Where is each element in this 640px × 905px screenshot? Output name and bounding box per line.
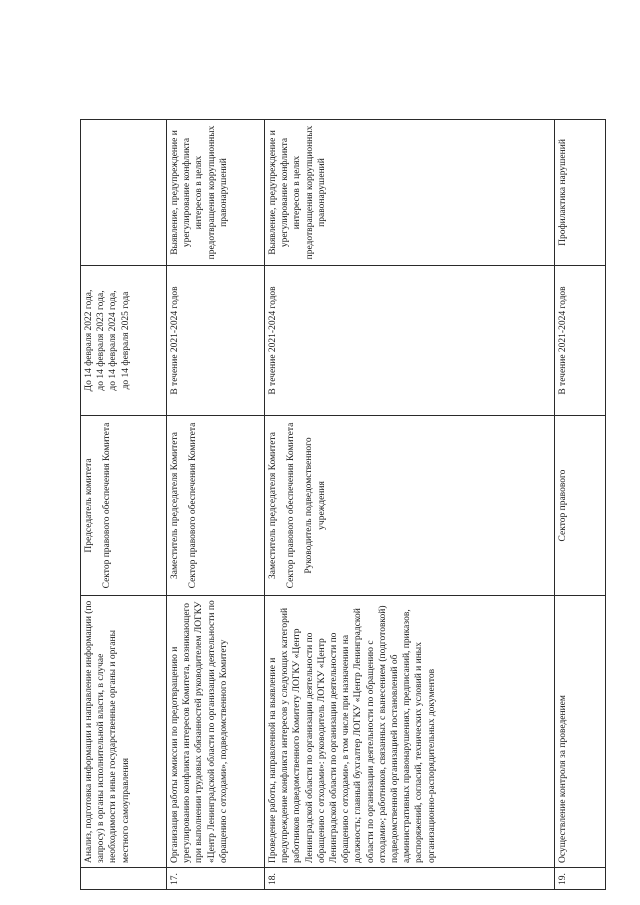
- row-number: 19.: [555, 868, 606, 890]
- result-text: Выявление, предупреждение и урегулирование конфликта интересов в целях предотвращения коррупционных правонарушений: [268, 125, 327, 260]
- responsible-line: Заместитель председателя Комитета: [170, 432, 180, 579]
- action-cell: [555, 596, 606, 868]
- action-text: Осуществление контроля за проведением: [558, 695, 568, 863]
- term-line: до 14 февраля 2025 года: [120, 291, 131, 390]
- rotated-table-wrapper: [80, 120, 605, 890]
- action-cell: [167, 596, 265, 868]
- row-number: 17.: [167, 868, 265, 890]
- term-line: До 14 февраля 2022 года,: [84, 289, 94, 392]
- action-text: Анализ, подготовка информации и направление информации (по запросу) в органы исполнительной власти, в случае необходимости в иные государственные органы и органы местного самоуправления: [84, 600, 131, 863]
- result-cell: [167, 120, 265, 266]
- term-cell: [265, 266, 555, 416]
- table-row: [167, 120, 265, 890]
- term-line: до 14 февраля 2024 года,: [108, 290, 119, 391]
- row-number: [81, 868, 167, 890]
- term-cell: [81, 266, 167, 416]
- result-cell: [81, 120, 167, 266]
- term-line: В течение 2021-2024 годов: [558, 286, 568, 395]
- result-text: Выявление, предупреждение и урегулирование конфликта интересов в целях предотвращения коррупционных правонарушений: [170, 125, 229, 260]
- term-cell: [167, 266, 265, 416]
- result-text: Профилактика нарушений: [558, 139, 568, 246]
- action-text: Организация работы комиссии по предотвращению и урегулированию конфликта интересов Комитета, возникающего при выполнении трудовых обязанностей руководителем ЛОГКУ «Центр Ленинградской области по организации деятельности по обращению с отходами», подведомственного Комитету: [170, 600, 229, 863]
- responsible-line: Сектор правового: [558, 469, 568, 542]
- table-row: [555, 120, 606, 890]
- row-number: 18.: [265, 868, 555, 890]
- action-text: Проведение работы, направленной на выявление и предупреждение конфликта интересов у следующих категорий работников подведомственного Комитету ЛОГКУ «Центр Ленинградской области по организации деятельности по обращению с отходами»: руководитель ЛОГКУ «Центр Ленинградской области по организации деятельности по обращению с отходами», в том числе при назначении на должность; главный бухгалтер ЛОГКУ «Центр Ленинградской области по организации деятельности по обращению с отходами»; работников, связанных с вынесением (подготовкой) подведомственной организацией постановлений об административных правонарушениях, предписаний, приказов, распоряжений, согласий, технических условий и иных организационно-распорядительных документов: [268, 605, 437, 863]
- term-cell: [555, 266, 606, 416]
- responsible-line: Руководитель подведомственного учреждения: [304, 437, 327, 574]
- action-cell: [81, 596, 167, 868]
- table-row: [81, 120, 167, 890]
- responsible-line: Заместитель председателя Комитета: [268, 432, 278, 579]
- result-cell: [555, 120, 606, 266]
- responsible-line: Сектор правового обеспечения Комитета: [286, 422, 297, 589]
- responsible-cell: [555, 416, 606, 596]
- responsible-line: Сектор правового обеспечения Комитета: [102, 422, 113, 589]
- term-line: В течение 2021-2024 годов: [268, 286, 278, 395]
- responsible-line: Председатель комитета: [84, 458, 94, 553]
- responsible-cell: [81, 416, 167, 596]
- term-line: до 14 февраля 2023 года,: [96, 290, 107, 391]
- result-cell: [265, 120, 555, 266]
- responsible-cell: [167, 416, 265, 596]
- action-cell: [265, 596, 555, 868]
- term-line: В течение 2021-2024 годов: [170, 286, 180, 395]
- responsible-cell: [265, 416, 555, 596]
- table-row: [265, 120, 555, 890]
- anticorruption-plan-table: [80, 119, 606, 890]
- responsible-line: Сектор правового обеспечения Комитета: [188, 422, 199, 589]
